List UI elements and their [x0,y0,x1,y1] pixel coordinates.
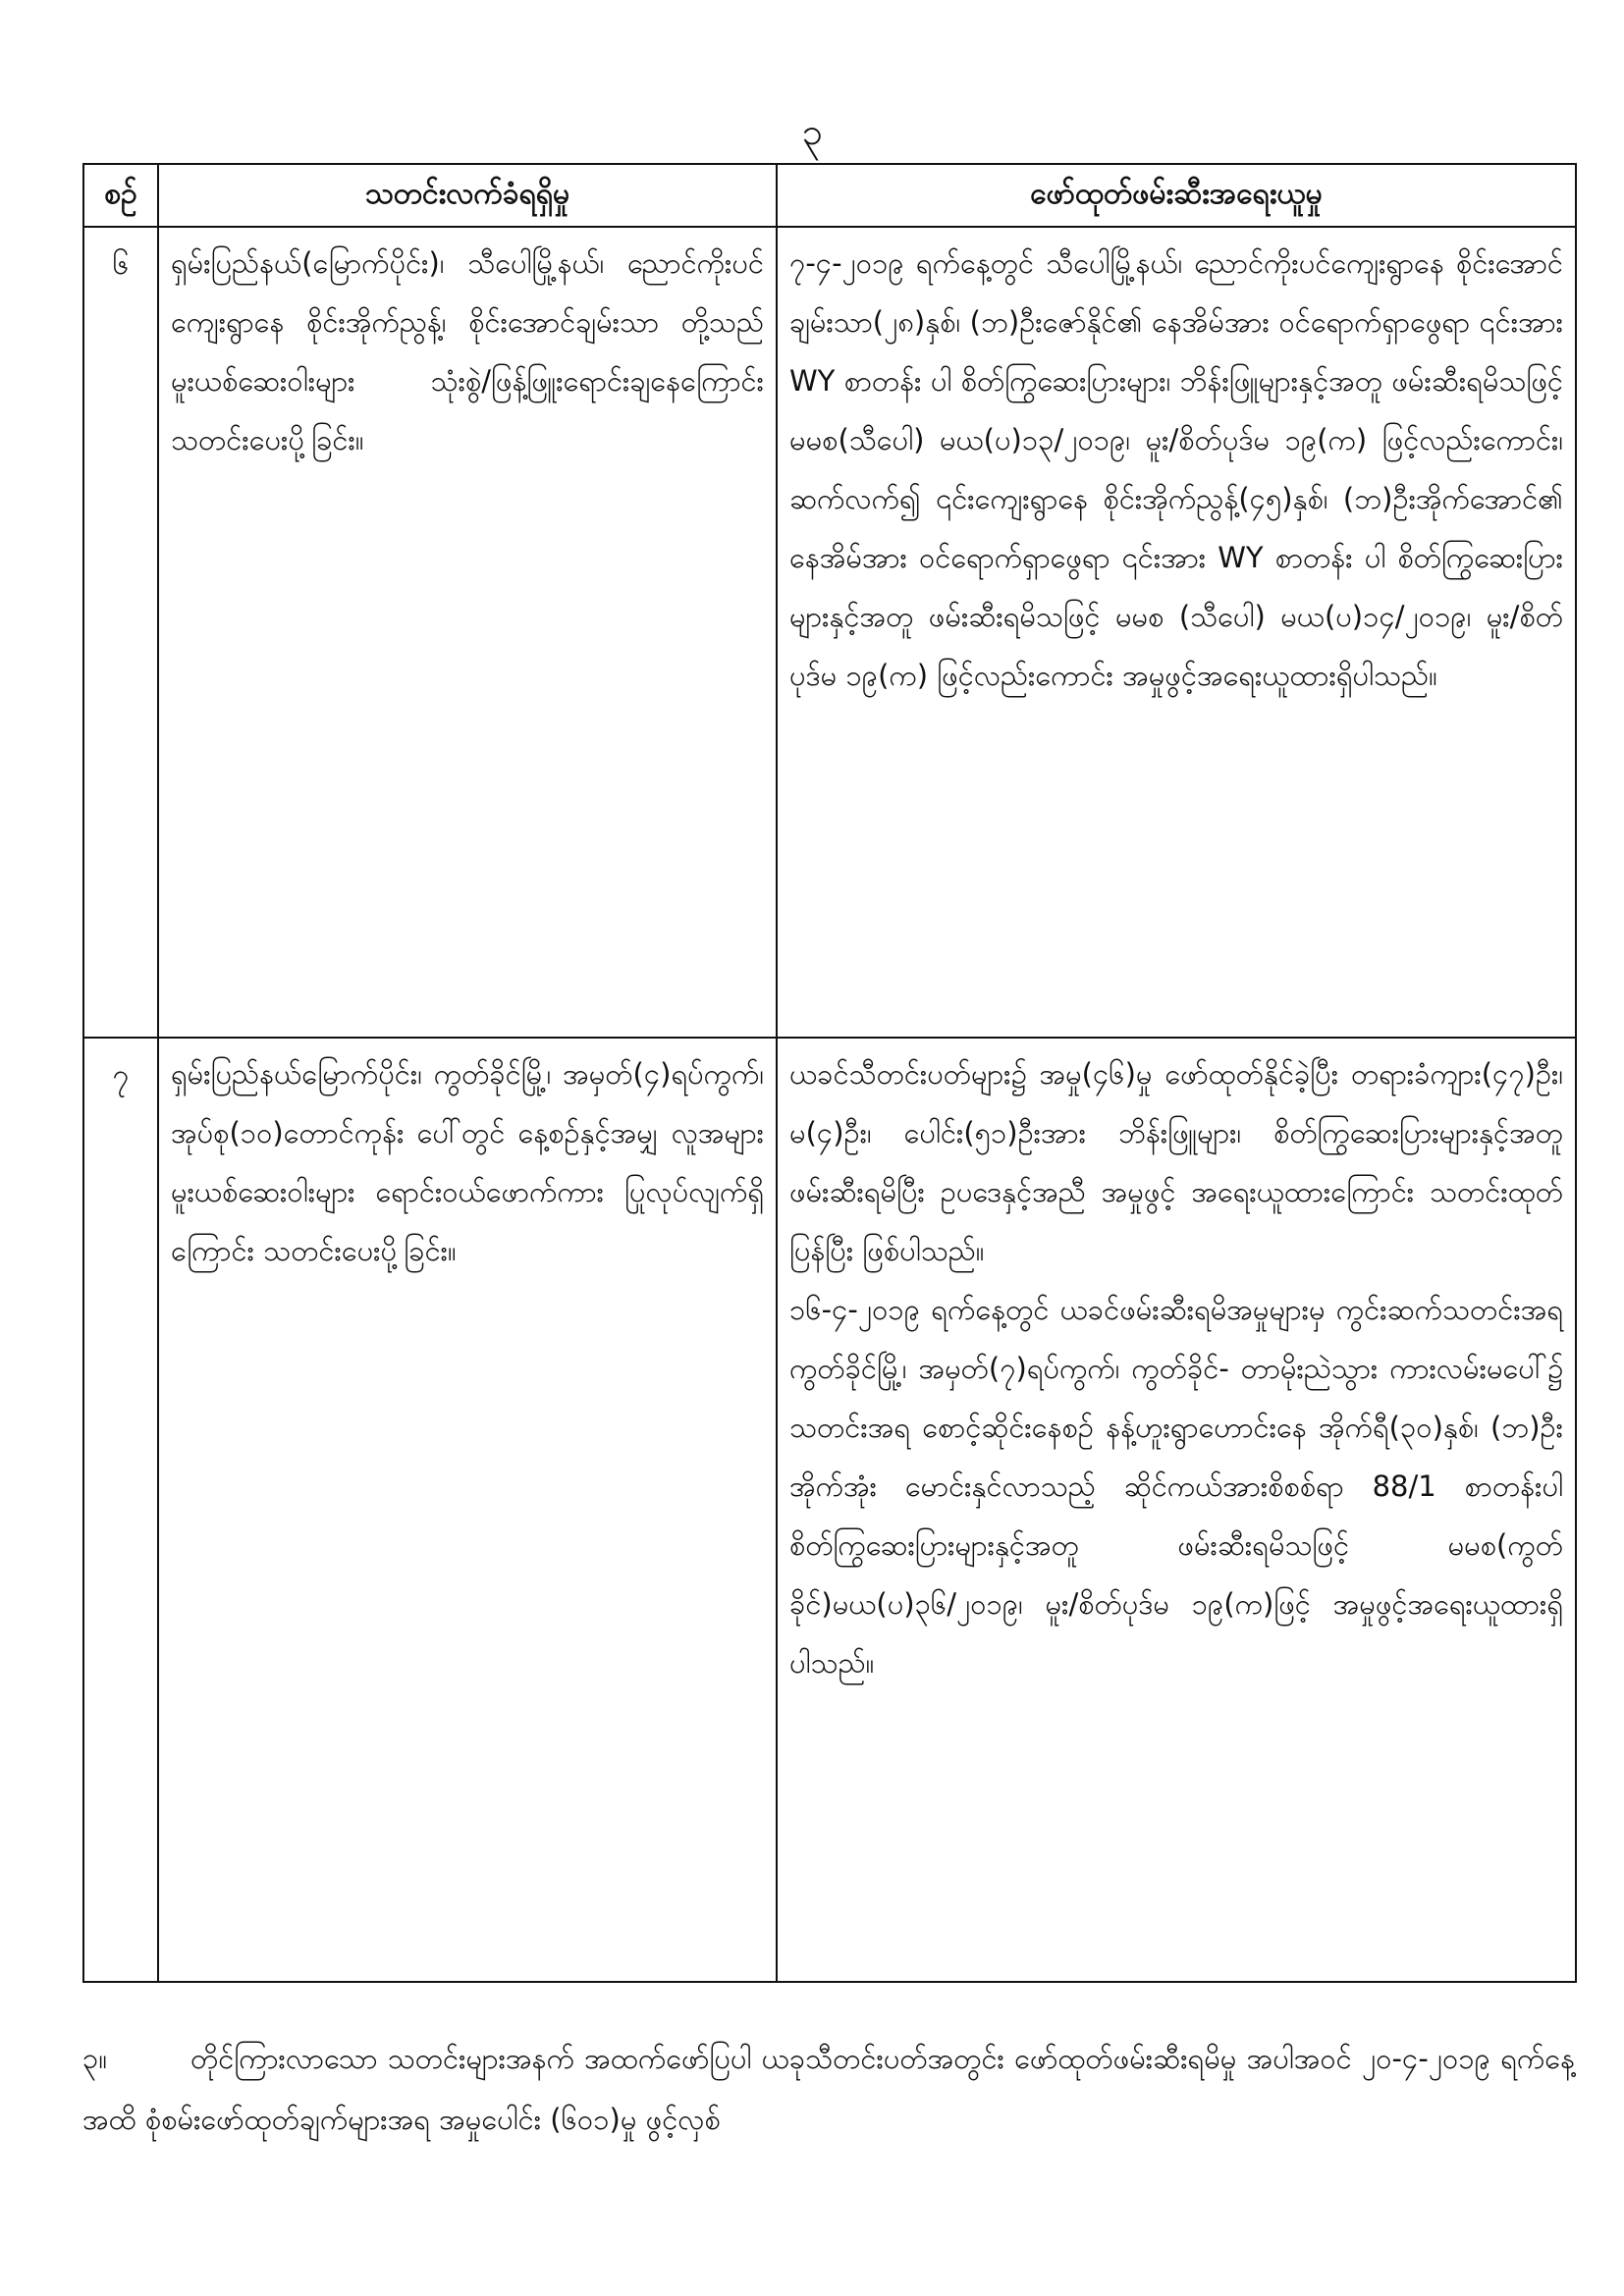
information-received-text: ရှမ်းပြည်နယ်မြောက်ပိုင်း၊ ကွတ်ခိုင်မြို့၊ အမှတ်(၄)ရပ်ကွက်၊ အုပ်စု(၁၀)တောင်ကုန်း ပေါ်တွင် နေ့စဉ်နှင့်အမျှ လူအများ မူးယစ်ဆေးဝါးများ ရောင်းဝယ်ဖောက်ကား ပြုလုပ်လျက်ရှိကြောင်း သတင်းပေးပို့ခြင်း။ [158,1038,777,1982]
paragraph-text: တိုင်ကြားလာသော သတင်းများအနက် အထက်ဖော်ပြပါ ယခုသီတင်းပတ်အတွင်း ဖော်ထုတ်ဖမ်းဆီးရမိမှု အပါအဝင် ၂၀-၄-၂၀၁၉ ရက်နေ့အထိ စုံစမ်းဖော်ထုတ်ချက်များအရ အမှုပေါင်း (၆၀၁)မှု ဖွင့်လှစ် [82,2042,1575,2136]
paragraph-number: ၃။ [82,2042,108,2075]
action-taken-cell [777,1038,1576,1982]
action-paragraph: ၇-၄-၂၀၁၉ ရက်နေ့တွင် သီပေါမြို့နယ်၊ ညောင်ကိုးပင်ကျေးရွာနေ စိုင်းအောင်ချမ်းသာ(၂၈)နှစ်၊ (ဘ)ဦးဇော်နိုင်၏ နေအိမ်အား ဝင်ရောက်ရှာဖွေရာ ၎င်းအား WY စာတန်း ပါ စိတ်ကြွဆေးပြားများ၊ ဘိန်းဖြူများနှင့်အတူ ဖမ်းဆီးရမိသဖြင့် မမစ(သီပေါ) မယ(ပ)၁၃/၂၀၁၉၊ မူး/စိတ်ပုဒ်မ ၁၉(က) ဖြင့်လည်းကောင်း၊ ဆက်လက်၍ ၎င်းကျေးရွာနေ စိုင်းအိုက်ညွန့်(၄၅)နှစ်၊ (ဘ)ဦးအိုက်အောင်၏ နေအိမ်အား ဝင်ရောက်ရှာဖွေရာ ၎င်းအား WY စာတန်း ပါ စိတ်ကြွဆေးပြားများနှင့်အတူ ဖမ်းဆီးရမိသဖြင့် မမစ (သီပေါ) မယ(ပ)၁၄/၂၀၁၉၊ မူး/စိတ်ပုဒ်မ ၁၉(က) ဖြင့်လည်းကောင်း အမှုဖွင့်အရေးယူထားရှိပါသည်။ [789,246,1563,692]
header-information-received: သတင်းလက်ခံရရှိမှု [158,164,777,227]
action-taken-cell [777,227,1576,1038]
header-serial: စဉ် [83,164,158,227]
table-row [83,1038,1576,1982]
action-paragraph: ယခင်သီတင်းပတ်များ၌ အမှု(၄၆)မှု ဖော်ထုတ်နိုင်ခဲ့ပြီး တရားခံကျား(၄၇)ဦး၊ မ(၄)ဦး၊ ပေါင်း(၅၁)ဦးအား ဘိန်းဖြူများ၊ စိတ်ကြွဆေးပြားများနှင့်အတူ ဖမ်းဆီးရမိပြီး ဥပဒေနှင့်အညီ အမှုဖွင့် အရေးယူထားကြောင်း သတင်းထုတ်ပြန်ပြီး ဖြစ်ပါသည်။ [789,1057,1563,1267]
action-paragraph: ၁၆-၄-၂၀၁၉ ရက်နေ့တွင် ယခင်ဖမ်းဆီးရမိအမှုများမှ ကွင်းဆက်သတင်းအရ ကွတ်ခိုင်မြို့၊ အမှတ်(၇)ရပ်ကွက်၊ ကွတ်ခိုင်- တာမိုးညဲသွား ကားလမ်းမပေါ်၌ သတင်းအရ စောင့်ဆိုင်းနေစဉ် နန့်ဟူးရွာဟောင်းနေ အိုက်ရီ(၃၀)နှစ်၊ (ဘ)ဦးအိုက်အုံး မောင်းနှင်လာသည့် ဆိုင်ကယ်အားစိစစ်ရာ 88/1 စာတန်းပါစိတ်ကြွဆေးပြားများနှင့်အတူ ဖမ်းဆီးရမိသဖြင့် မမစ(ကွတ်ခိုင်)မယ(ပ)၃၆/၂၀၁၉၊ မူး/စိတ်ပုဒ်မ ၁၉(က)ဖြင့် အမှုဖွင့်အရေးယူထားရှိ ပါသည်။ [789,1293,1563,1680]
table-header-row [83,164,1576,227]
serial-number: ၇ [83,1038,158,1982]
report-table [82,163,1577,1983]
table-row [83,227,1576,1038]
information-received-text: ရှမ်းပြည်နယ်(မြောက်ပိုင်း)၊ သီပေါမြို့နယ်၊ ညောင်ကိုးပင်ကျေးရွာနေ စိုင်းအိုက်ညွန့်၊ စိုင်းအောင်ချမ်းသာ တို့သည် မူးယစ်ဆေးဝါးများ သုံးစွဲ/ဖြန့်ဖြူးရောင်းချနေကြောင်း သတင်းပေးပို့ခြင်း။ [158,227,777,1038]
page-number: ၃ [801,110,823,153]
serial-number: ၆ [83,227,158,1038]
header-action-taken: ဖော်ထုတ်ဖမ်းဆီးအရေးယူမှု [777,164,1576,227]
closing-paragraph [82,2028,1575,2150]
